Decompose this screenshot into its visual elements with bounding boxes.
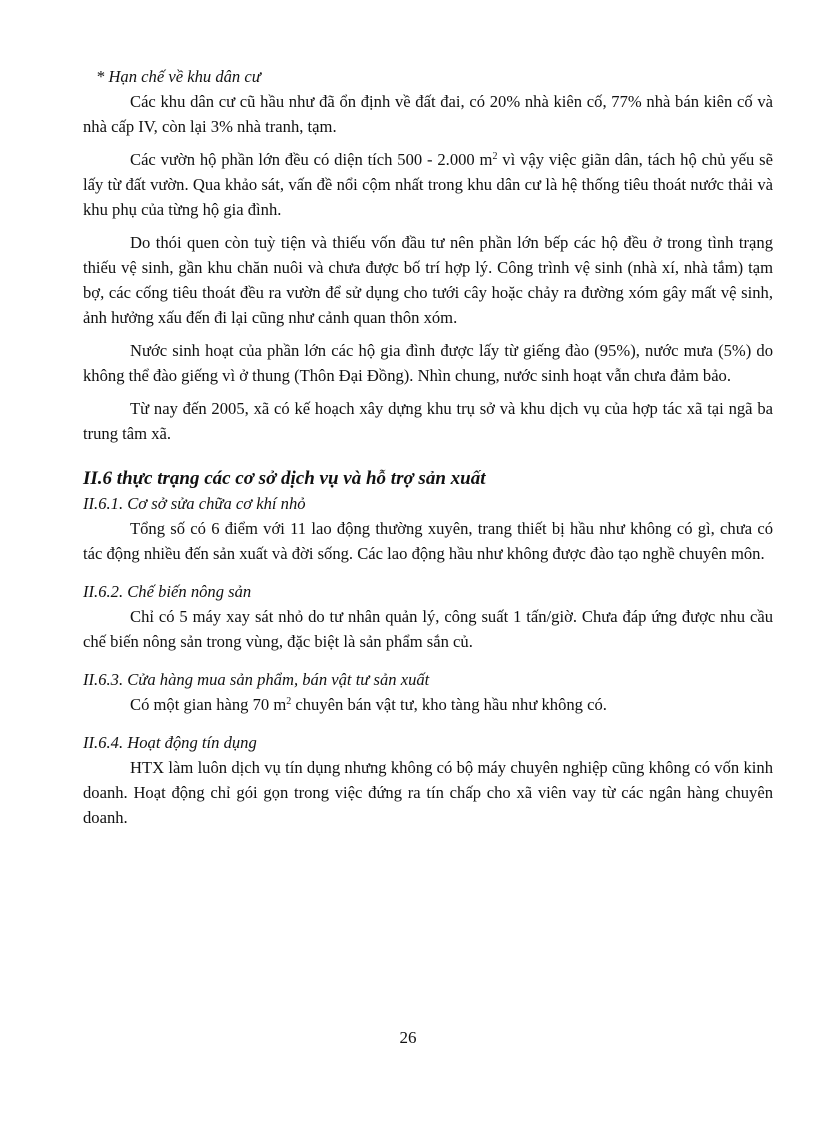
page-number: 26 xyxy=(399,1028,417,1047)
gardens-text-b: vì vậy việc giãn dân, tách hộ chủ yếu sẽ lấy từ đất vườn. Qua khảo sát, vấn đề nổi cộm nhất trong khu dân cư là hệ thống tiêu thoát nước thải và khu phụ của từng hộ gia đình. xyxy=(83,150,773,219)
paragraph-water: Nước sinh hoạt của phần lớn các hộ gia đình được lấy từ giếng đào (95%), nước mưa (5%) do không thể đào giếng vì ở thung (Thôn Đại Đồng). Nhìn chung, nước sinh hoạt vẫn chưa đảm bảo. xyxy=(83,341,773,385)
subsection-title-2: II.6.2. Chế biến nông sản xyxy=(83,582,252,601)
section-title: II.6 thực trạng các cơ sở dịch vụ và hỗ trợ sản xuất xyxy=(83,468,486,489)
subsection-text-4: HTX làm luôn dịch vụ tín dụng nhưng không có bộ máy chuyên nghiệp cũng không có vốn kinh doanh. Hoạt động chỉ gói gọn trong việc đứng ra tín chấp cho xã viên vay từ các ngân hàng chuyên doanh. xyxy=(83,758,773,827)
subsection-title-4: II.6.4. Hoạt động tín dụng xyxy=(83,733,257,752)
subsection-title-1: II.6.1. Cơ sở sửa chữa cơ khí nhỏ xyxy=(83,494,306,513)
residential-limits-heading: * Hạn chế về khu dân cư xyxy=(96,67,261,86)
store-text-a: Có một gian hàng 70 m xyxy=(130,695,287,714)
paragraph-gardens xyxy=(83,147,773,222)
superscript: 2 xyxy=(492,151,498,162)
paragraph-sanitation: Do thói quen còn tuỳ tiện và thiếu vốn đầu tư nên phần lớn bếp các hộ đều ở trong tình trạng thiếu vệ sinh, gần khu chăn nuôi và chưa được bố trí hợp lý. Công trình vệ sinh (nhà xí, nhà tắm) tạm bợ, các cống tiêu thoát đều ra vườn để sử dụng cho tưới cây hoặc chảy ra đường xóm gây mất vệ sinh, ảnh hưởng xấu đến đi lại cũng như cảnh quan thôn xóm. xyxy=(83,233,773,327)
paragraph-plan: Từ nay đến 2005, xã có kế hoạch xây dựng khu trụ sở và khu dịch vụ của hợp tác xã tại ngã ba trung tâm xã. xyxy=(83,399,773,443)
store-text-b: chuyên bán vật tư, kho tàng hầu như không có. xyxy=(291,695,607,714)
subsection-text-3 xyxy=(83,692,773,717)
subsection-text-1: Tổng số có 6 điểm với 11 lao động thường xuyên, trang thiết bị hầu như không có gì, chưa có tác động nhiều đến sản xuất và đời sống. Các lao động hầu như không được đào tạo nghề chuyên môn. xyxy=(83,519,773,563)
document-page xyxy=(83,64,773,830)
subsection-text-2: Chỉ có 5 máy xay sát nhỏ do tư nhân quản lý, công suất 1 tấn/giờ. Chưa đáp ứng được nhu cầu chế biến nông sản trong vùng, đặc biệt là sản phẩm sắn củ. xyxy=(83,607,773,651)
superscript: 2 xyxy=(286,696,292,707)
gardens-text-a: Các vườn hộ phần lớn đều có diện tích 500 - 2.000 m xyxy=(130,150,493,169)
subsection-title-3: II.6.3. Cửa hàng mua sản phẩm, bán vật tư sản xuất xyxy=(83,670,430,689)
paragraph-housing: Các khu dân cư cũ hầu như đã ổn định về đất đai, có 20% nhà kiên cố, 77% nhà bán kiên cố và nhà cấp IV, còn lại 3% nhà tranh, tạm. xyxy=(83,92,773,136)
